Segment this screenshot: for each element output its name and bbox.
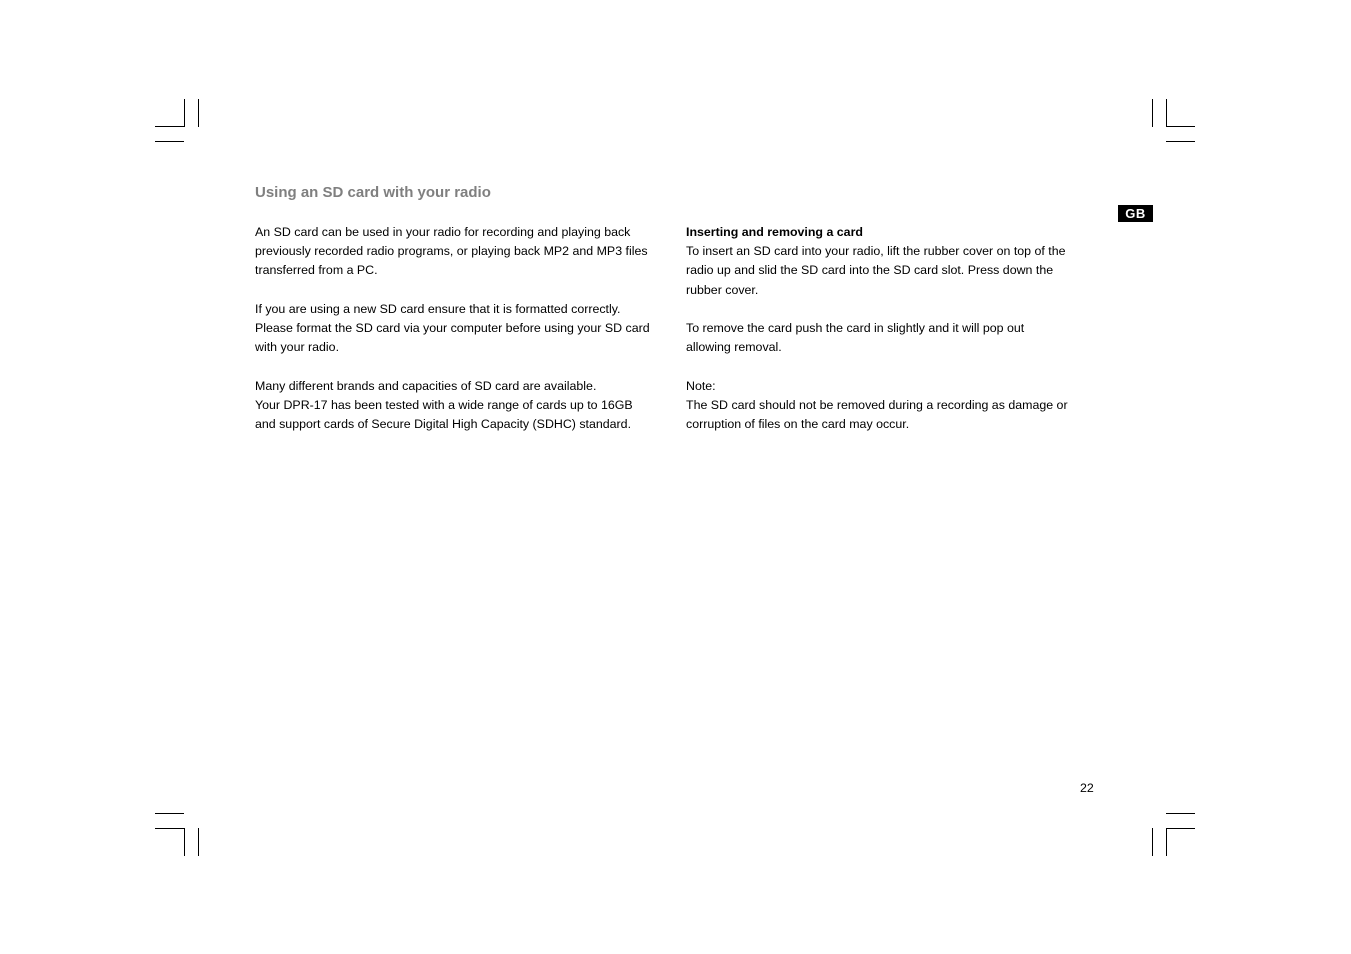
crop-mark-top-left-v1 [184, 99, 185, 127]
paragraph-sd-card-intro [255, 223, 667, 281]
text-line: To insert an SD card into your radio, lift the rubber cover on top of the [686, 244, 1066, 259]
text-line: rubber cover. [686, 282, 759, 297]
crop-mark-bottom-right-h2 [1166, 828, 1195, 829]
language-badge: GB [1118, 205, 1153, 222]
text-line: transferred from a PC. [255, 263, 378, 278]
crop-mark-top-left-h2 [155, 141, 184, 142]
crop-mark-top-left-h1 [155, 126, 184, 127]
page-title: Using an SD card with your radio [255, 184, 491, 201]
crop-mark-bottom-left-h1 [155, 813, 184, 814]
text-line: Your DPR-17 has been tested with a wide range of cards up to 16GB [255, 397, 633, 412]
text-line: corruption of files on the card may occur. [686, 417, 910, 431]
text-line: with your radio. [255, 340, 340, 355]
crop-mark-top-right-v1 [1152, 99, 1153, 127]
paragraph-compatibility [255, 377, 667, 435]
crop-mark-top-right-v2 [1166, 99, 1167, 127]
paragraph-formatting [255, 300, 667, 358]
paragraph-inserting [686, 223, 1086, 300]
text-line: To remove the card push the card in slightly and it will pop out [686, 321, 1025, 335]
crop-mark-bottom-right-v2 [1166, 828, 1167, 856]
text-line: and support cards of Secure Digital High Capacity (SDHC) standard. [255, 417, 632, 431]
page-number: 22 [1080, 781, 1094, 795]
text-line: The SD card should not be removed during a recording as damage or [686, 397, 1068, 412]
crop-mark-bottom-left-v2 [198, 828, 199, 856]
crop-mark-bottom-right-v1 [1152, 828, 1153, 856]
crop-mark-top-left-v2 [198, 99, 199, 127]
text-line: Many different brands and capacities of SD card are available. [255, 378, 597, 393]
right-column [686, 223, 1086, 453]
left-column [255, 223, 667, 453]
text-line: An SD card can be used in your radio for recording and playing back [255, 225, 631, 239]
crop-mark-bottom-right-h1 [1166, 813, 1195, 814]
paragraph-note [686, 377, 1086, 435]
paragraph-removing [686, 319, 1086, 357]
crop-mark-top-right-h2 [1166, 141, 1195, 142]
text-line: allowing removal. [686, 340, 782, 355]
crop-mark-top-right-h1 [1166, 126, 1195, 127]
text-line: If you are using a new SD card ensure that it is formatted correctly. [255, 301, 621, 316]
crop-mark-bottom-left-h2 [155, 828, 184, 829]
section-heading-inserting-removing: Inserting and removing a card [686, 225, 863, 239]
crop-mark-bottom-left-v1 [184, 828, 185, 856]
text-line: radio up and slid the SD card into the SD card slot. Press down the [686, 263, 1054, 278]
text-line: previously recorded radio programs, or playing back MP2 and MP3 files [255, 244, 648, 259]
note-label: Note: [686, 378, 716, 393]
text-line: Please format the SD card via your computer before using your SD card [255, 321, 650, 335]
